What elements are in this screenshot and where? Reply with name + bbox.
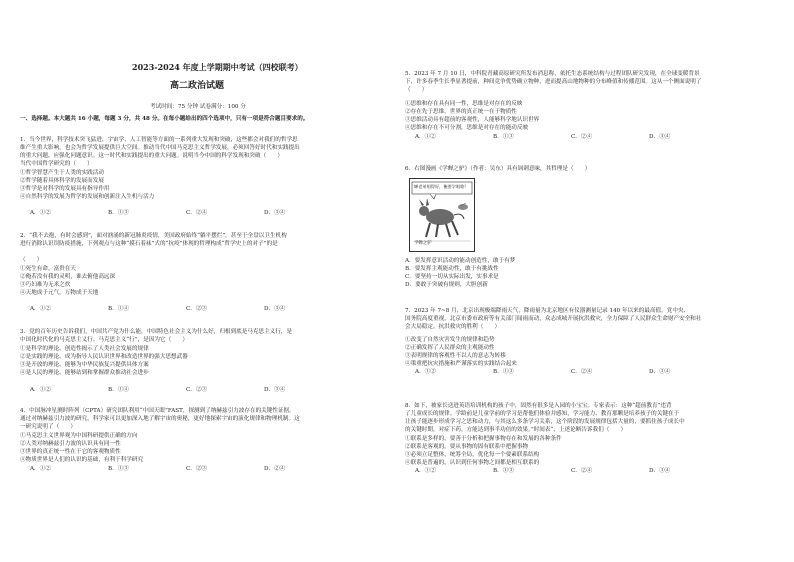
q4-option: ②人类对纳赫兹引力波的认识具有同一性 [20,441,121,447]
q4-option: ①马克思主义世界观为中国科研提供正确的方向 [20,433,138,439]
q8-stem-line: 8．如下，被家长送进英语培训机构的孩子中，固然有很多是入园的小宝宝。专家表示：这种“超前教育”违背 [405,403,672,409]
q7-answer-d: D．③④ [649,369,671,375]
q2-answer-b: B．①④ [108,306,129,312]
q1-answer-d: D．③④ [264,210,286,216]
exam-title: 2023-2024 年度上学期期中考试（四校联考） [132,62,303,72]
cartoon-image [409,178,475,252]
q4-stem-line: 通过对纳赫兹引力波的研究，科学家可以更加深入地了解宇宙的奥秘，更好地探索宇宙的演化规律和物理机制。这 [20,416,300,422]
q1-option: ①哲学智慧产生于人类的实践活动 [20,170,104,176]
q7-answer-a: A．①② [415,369,436,375]
q5-option: ③思维活动具有超前的客观性，人能够科学地认识世界 [405,117,540,123]
q1-answer-a: A．①② [30,210,51,216]
cartoon-caption: 学蝉之驴 [414,241,432,246]
q1-stem-line: 1．当今世界，科学技术突飞猛进，宇宙学、人工智能等方面的一系列重大发现和突破，这些都会对我们的哲学思 [20,137,298,143]
section-heading: 一、选择题。本大题共 16 小题，每题 3 分，共 48 分。在每小题给出的四个选项中，只有一项是符合题目要求的。 [20,116,309,122]
q8-answer-a: A．①② [415,468,436,474]
q3-stem-line: 3．党的百年历史告诉我们，中国共产党为什么能，中国特色社会主义为什么好，归根到底是马克思主义行，是 [20,329,293,335]
q8-stem-line: 让孩子能逐步形成学习之思和动力，与其这么多条学习关系，这个阶段的发展规律包括大量的，要抓住孩子成长中 [405,419,685,425]
q7-stem-line: 会大局稳定。抗洪救灾的胜利（ ） [405,324,501,330]
cartoon-speech-bubble: 蝉老弟唱得好，俺要学唱歌! [414,184,466,189]
q6-option-d: D．要敢于突破有规则，大胆创新 [405,282,488,288]
q7-option: ④策重把抗灾措施和严谨落实的实践结合起来 [405,361,517,367]
q5-stem-line: 下，许多春季生长季显著提前，种间竞争优势确立物种，进而提高山地物种的分布峰值和传播范围。这从一个侧面说明了 [405,79,702,85]
q5-answer-a: A．①② [415,134,436,140]
q2-option: ④天地成于元气，万物成于天地 [20,290,99,296]
q8-option: ①联系是多样的，要善于分析和把握事物存在和发展的各种条件 [405,436,562,442]
q1-stem-line: 的重大问题，应强化问题意识。这一时代和实践提出的重大问题。说明当今中国的科学发现和突破（ ） [20,153,283,159]
q5-stem-line: （ ） [405,87,428,93]
q5-stem-line: 5．2023 年 7 月 10 日，中科院青藏高原研究所发布消息称，依托生态系统结构与过程团队研究发现，在全球变暖背景 [405,71,700,77]
q5-answer-d: D．③④ [649,134,671,140]
q8-option: ③必须立足整体，统筹全局，优化每一个要素联系结构 [405,452,540,458]
q3-option: ②是实践的理论，成为指导人民认识世界和改造世界的强大思想武器 [20,354,188,360]
q2-answer-a: A．①② [30,306,51,312]
q5-answer-c: C．②④ [571,134,593,140]
q7-answer-b: B．①③ [493,369,514,375]
q4-option: ③世界的真正统一性在于它的客观物质性 [20,449,121,455]
q2-stem-line: 2．“我不去抱，有时会感到”，面对汹涌的新冠肺炎疫情，美国政府始终“躺平摆烂”，甚至于全盘以卫生机构 [20,233,287,239]
q8-option: ④联系是普遍的，认识到任何事物之间都是相互联系的 [405,460,540,466]
paper-title: 高二政治试题 [170,81,225,91]
q1-stem-line: 当代中国哲学研究的（ ） [20,161,93,167]
q4-stem-line: 一研究说明了（ ） [20,424,76,430]
q1-option: ③哲学是对科学的发展具有指导作用 [20,186,110,192]
q4-option: ④物质世界是人们的认识的基础，有利于科学研究 [20,457,144,463]
q1-option: ④自然科学的发展为哲学的发展和创新注入生机与活力 [20,194,155,200]
q2-stem-line: （ ） [20,257,43,263]
q2-answer-d: D．③④ [264,306,286,312]
q5-option: ①思维和存在具有同一性，思维是对存在的反映 [405,101,523,107]
q5-option: ④思维和存在不可分割，思维是对存在的能动反映 [405,125,529,131]
q2-stem-line: 进行消除认识误防疫措施，下列观点与这种“摸石着袜”式的“抗疫”体现的哲理构成“哲学史上的对子”的是 [20,241,278,247]
q7-option: ③表明规律的客观性不以人的意志为转移 [405,353,506,359]
q3-answer-b: B．①④ [108,387,129,393]
q7-stem-line: 国务院高度重视，北京市委市政府等有关部门闻雨而动，众志成城开展抗洪救灾，全力保障了人民群众生命财产安全和社 [405,316,702,322]
q2-option: ②俺若没有我的灵明，谁去俯他高远深 [20,274,116,280]
q6-option-b: B．要发挥主观能动性，敢于有挑战性 [405,266,499,272]
q8-answer-b: B．①③ [493,468,514,474]
q5-answer-b: B．①③ [493,134,514,140]
q8-option: ②联系是客观的，要从事物的固有联系中把握事物 [405,444,529,450]
q8-stem-line: 了儿童成长的规律。学龄前是儿童学前的学习是帮他们体验并感知，学习能力、教育那颗是培养孩子的关键在于 [405,411,680,417]
q4-stem-line: 4．中国脉冲星测时阵列（CPTA）研究团队利用“中国天眼”FAST，探测到了纳赫兹引力波存在的关键性证据。 [20,408,295,414]
q1-option: ②哲学随着具体科学的发展而发展 [20,178,104,184]
q4-answer-a: A．①② [30,466,51,472]
q3-option: ④是人民的理论，能够站到和掌握群众推动社会进步 [20,370,149,376]
q6-option-c: C．要坚持一切从实际出发，实事求是 [405,274,499,280]
q4-answer-c: C．②③ [186,466,208,472]
q3-option: ①是科学的理论，创造性揭示了人类社会发展的规律 [20,346,149,352]
q2-option: ③巧妇难为无米之炊 [20,282,71,288]
q8-stem-line: 的关键时期，对症下药，方能达到事半功倍的效果。”时间表“，上述论断告诉我们（ ） [405,427,627,433]
q8-answer-c: C．②④ [571,468,593,474]
q6-option-a: A．要发挥意识活动的能动创造性，敢于有梦 [405,258,516,264]
q7-option: ②正确发挥了人民群众的主观能动性 [405,345,495,351]
q3-answer-a: A．①② [30,387,51,393]
q3-stem-line: 中国化时代化的马克思主义行。马克思主义“行”，是因为它（ ） [20,337,188,343]
q3-answer-d: D．③④ [264,387,286,393]
q1-answer-b: B．①③ [108,210,129,216]
q5-option: ②存在先于思维，世界的真正统一在于物质性 [405,109,517,115]
q2-answer-c: C．②③ [186,306,208,312]
q7-answer-c: C．②④ [571,369,593,375]
q2-option: ①死生有命，富贵在天 [20,266,76,272]
q8-answer-d: D．③④ [649,468,671,474]
q1-stem-line: 维产生重大影响，也会为哲学发展提供巨大空间。推动当代中国马克思主义哲学发展，必须回答好时代和实践提出 [20,145,300,151]
q1-answer-c: C．②④ [186,210,208,216]
q4-answer-b: B．①③ [108,466,129,472]
q7-stem-line: 7．2023 年 7~8 月，北京出现极端降雨天气，降雨量为北京地区有仪器测量记录 140 年以来的最高值。党中央、 [405,308,690,314]
q3-option: ③是开放的理论，能够为中华民族复兴提供具体方案 [20,362,149,368]
q6-stem-line: 6．右图漫画《学蝉之驴》（作者：吴东）具有讽刺意味，其哲理是（ ） [405,166,591,172]
q7-option: ①改变了自然灾害发生的规律和趋势 [405,337,495,343]
q3-answer-c: C．②③ [186,387,208,393]
exam-info: 考试时间：75 分钟 试卷满分：100 分 [150,104,246,110]
q4-answer-d: D．②④ [264,466,286,472]
